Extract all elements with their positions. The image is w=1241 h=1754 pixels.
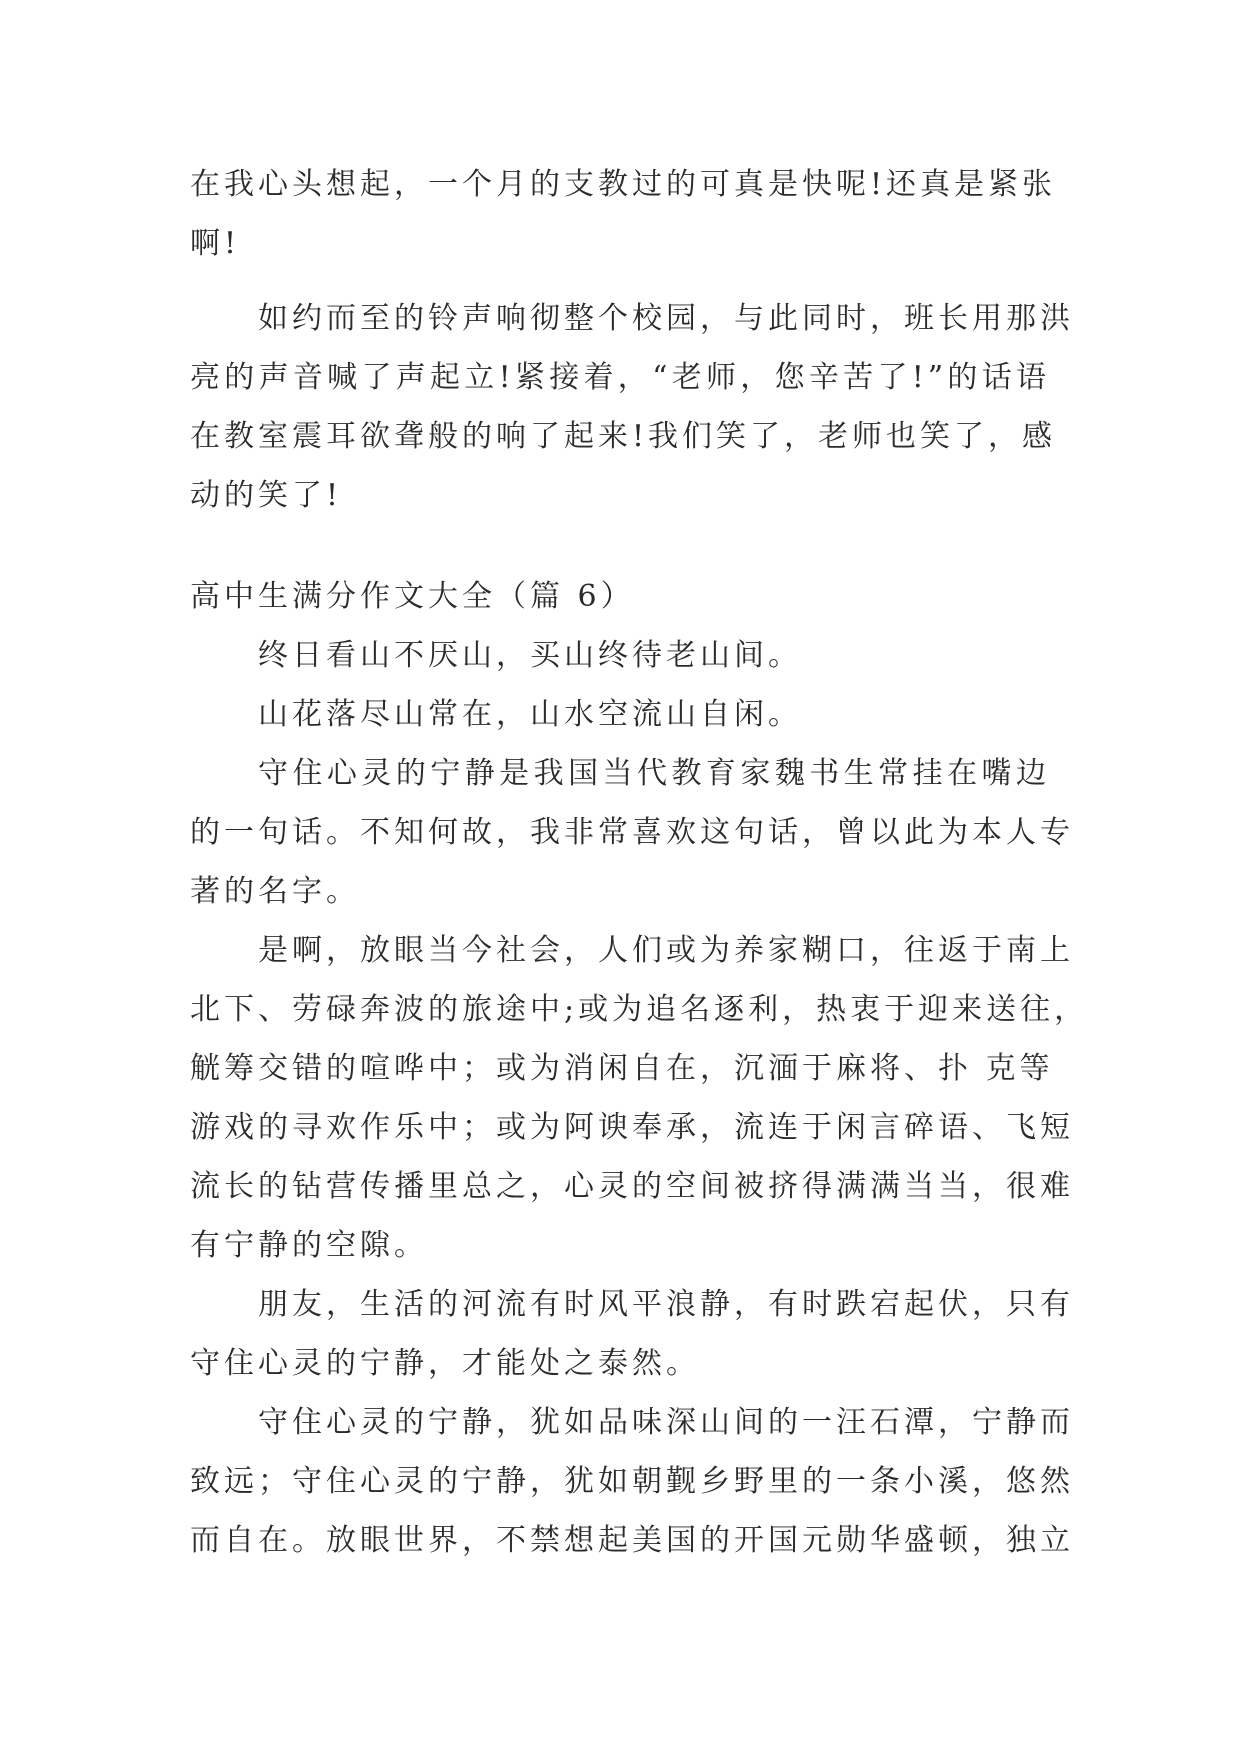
text-line: 有宁静的空隙。 bbox=[190, 1228, 428, 1263]
text-line: 如约而至的铃声响彻整个校园，与此同时，班长用那洪 bbox=[258, 301, 1074, 336]
text-line: 亮的声音喊了声起立!紧接着，“老师，您辛苦了!”的话语 bbox=[190, 360, 1050, 395]
text-line: 致远；守住心灵的宁静，犹如朝觐乡野里的一条小溪，悠然 bbox=[190, 1464, 1074, 1499]
text-line: 守住心灵的宁静，才能处之泰然。 bbox=[190, 1346, 700, 1381]
text-line: 在我心头想起，一个月的支教过的可真是快呢!还真是紧张 bbox=[190, 167, 1057, 202]
text-line: 动的笑了! bbox=[190, 478, 343, 513]
text-line: 北下、劳碌奔波的旅途中;或为追名逐利，热衷于迎来送往， bbox=[190, 992, 1089, 1027]
text-line: 是啊，放眼当今社会，人们或为养家糊口，往返于南上 bbox=[258, 933, 1074, 968]
section-heading: 高中生满分作文大全（篇 6） bbox=[190, 579, 635, 614]
text-line: 的一句话。不知何故，我非常喜欢这句话，曾以此为本人专 bbox=[190, 815, 1074, 850]
text-line: 游戏的寻欢作乐中；或为阿谀奉承，流连于闲言碎语、飞短 bbox=[190, 1110, 1074, 1145]
text-line: 守住心灵的宁静是我国当代教育家魏书生常挂在嘴边 bbox=[258, 756, 1050, 791]
text-line: 流长的钻营传播里总之，心灵的空间被挤得满满当当，很难 bbox=[190, 1169, 1074, 1204]
paragraph-block-1 bbox=[190, 155, 1074, 525]
text-line: 觥筹交错的喧哗中；或为消闲自在，沉湎于麻将、扑 克等 bbox=[190, 1051, 1054, 1086]
text-line: 山花落尽山常在，山水空流山自闲。 bbox=[258, 697, 802, 732]
paragraph-block-2 bbox=[190, 626, 1089, 1570]
text-line: 啊! bbox=[190, 226, 241, 261]
text-line: 终日看山不厌山，买山终待老山间。 bbox=[258, 638, 802, 673]
text-line: 而自在。放眼世界，不禁想起美国的开国元勋华盛顿，独立 bbox=[190, 1523, 1074, 1558]
text-line: 在教室震耳欲聋般的响了起来!我们笑了，老师也笑了，感 bbox=[190, 419, 1057, 454]
text-line: 著的名字。 bbox=[190, 874, 360, 909]
text-line: 守住心灵的宁静，犹如品味深山间的一汪石潭，宁静而 bbox=[258, 1405, 1074, 1440]
text-line: 朋友，生活的河流有时风平浪静，有时跌宕起伏，只有 bbox=[258, 1287, 1074, 1322]
